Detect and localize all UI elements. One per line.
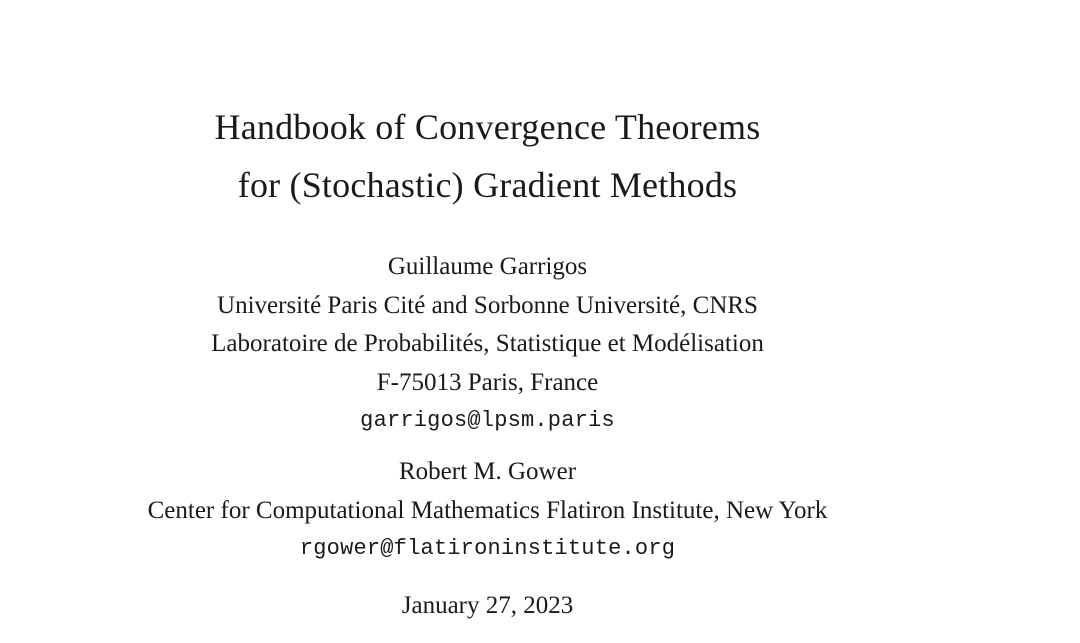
author-email: rgower@flatironinstitute.org — [299, 536, 676, 561]
author-block-1 — [0, 248, 975, 441]
author-affiliation: Laboratoire de Probabilités, Statistique et Modélisation — [211, 330, 764, 357]
paper-title — [0, 98, 975, 214]
paper-title-line-2: for (Stochastic) Gradient Methods — [237, 165, 738, 205]
paper-title-line-1: Handbook of Convergence Theorems — [214, 107, 761, 147]
author-affiliation: Center for Computational Mathematics Flatiron Institute, New York — [147, 496, 828, 524]
author-affiliation: Université Paris Cité and Sorbonne Université, CNRS — [217, 291, 758, 319]
paper-date: January 27, 2023 — [401, 592, 574, 619]
author-name: Robert M. Gower — [398, 458, 577, 485]
author-name: Guillaume Garrigos — [387, 253, 588, 280]
author-block-2 — [0, 453, 975, 569]
author-address: F-75013 Paris, France — [376, 368, 599, 396]
author-email: garrigos@lpsm.paris — [360, 408, 615, 433]
